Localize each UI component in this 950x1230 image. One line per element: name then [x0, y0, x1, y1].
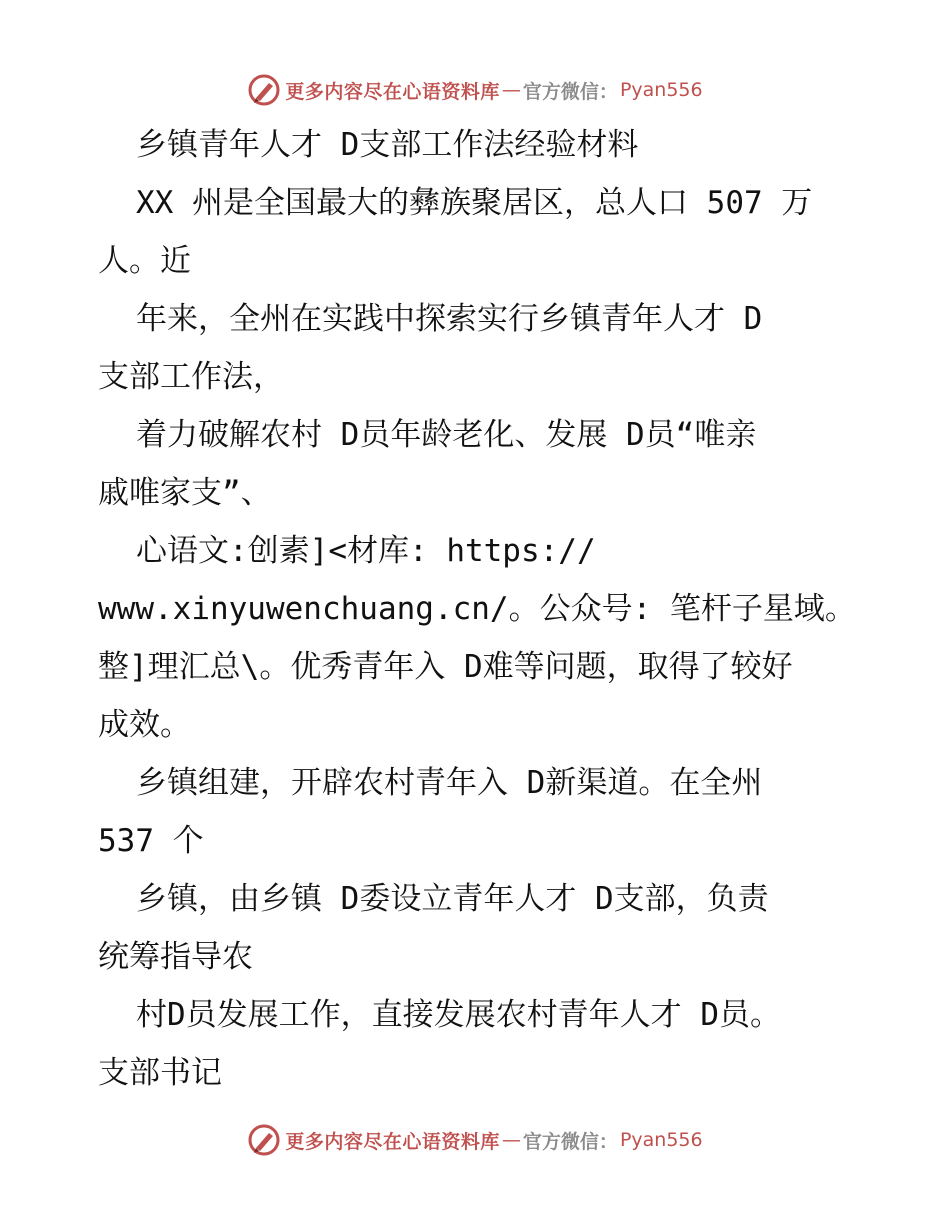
footer-wechat-label: 官方微信： [522, 1130, 618, 1153]
header-wechat-handle: Pyan556 [619, 79, 703, 101]
pen-logo-icon [247, 73, 281, 107]
text-line: 年来，全州在实践中探索实行乡镇青年人才 D [136, 301, 763, 337]
text-line: 心语文:创素]<材库: https:// [136, 533, 596, 569]
text-line: 537 个 [98, 823, 204, 859]
text-line: XX 州是全国最大的彝族聚居区，总人口 507 万 [136, 185, 813, 221]
document-body [98, 116, 888, 1102]
footer-wechat-handle: Pyan556 [619, 1129, 703, 1151]
header-wechat-label: 官方微信： [522, 80, 618, 103]
text-line: 乡镇，由乡镇 D委设立青年人才 D支部，负责 [136, 881, 769, 917]
text-line: www.xinyuwenchuang.cn/。公众号: 笔杆子星域。 [98, 591, 856, 627]
footer-dash: — [501, 1129, 521, 1151]
document-title: 乡镇青年人才 D支部工作法经验材料 [136, 127, 639, 163]
footer-banner [0, 1120, 950, 1160]
header-main-text: 更多内容尽在心语资料库 [285, 80, 500, 103]
text-line: 支部工作法， [98, 359, 284, 395]
pen-logo-icon [247, 1123, 281, 1157]
footer-main-text: 更多内容尽在心语资料库 [285, 1130, 500, 1153]
text-line: 统筹指导农 [98, 939, 253, 975]
text-line: 戚唯家支”、 [98, 475, 272, 511]
text-line: 着力破解农村 D员年龄老化、发展 D员“唯亲 [136, 417, 757, 453]
text-line: 整]理汇总\。优秀青年入 D难等问题，取得了较好 [98, 649, 793, 685]
text-line: 成效。 [98, 707, 191, 743]
text-line: 支部书记 [98, 1055, 222, 1091]
header-dash: — [501, 79, 521, 101]
text-line: 村D员发展工作，直接发展农村青年人才 D员。 [136, 997, 781, 1033]
text-line: 人。近 [98, 243, 191, 279]
text-line: 乡镇组建，开辟农村青年入 D新渠道。在全州 [136, 765, 763, 801]
header-banner [0, 70, 950, 110]
